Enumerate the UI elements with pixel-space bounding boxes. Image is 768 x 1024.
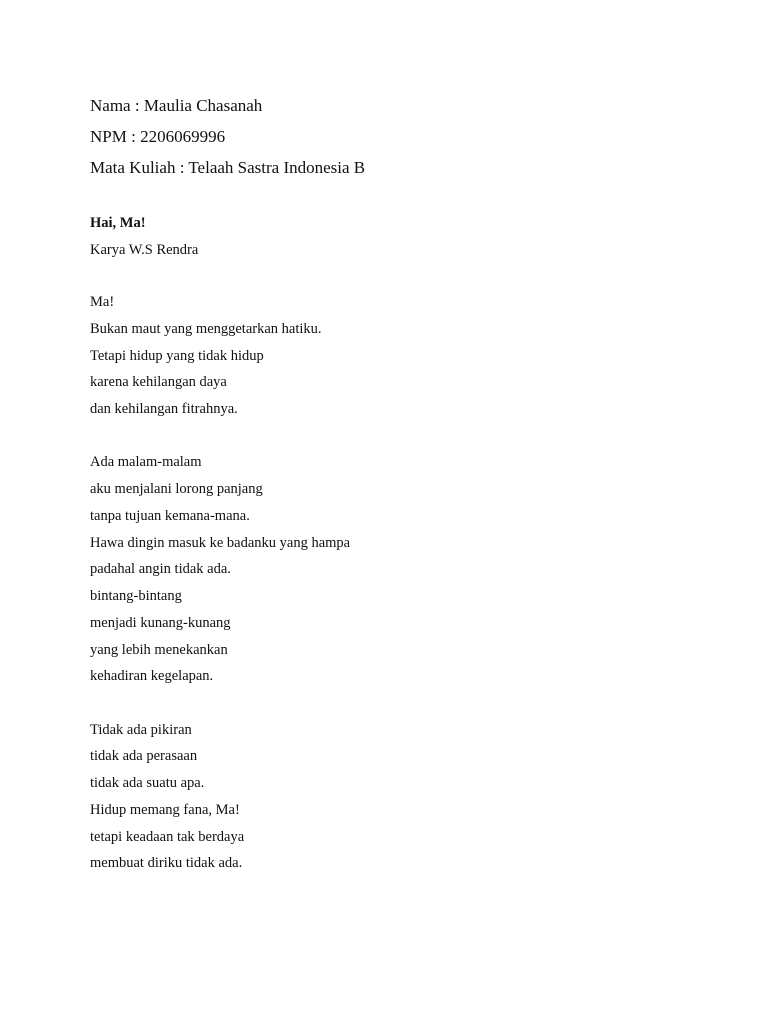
student-name: Nama : Maulia Chasanah xyxy=(90,96,263,115)
verse-line: bintang-bintang xyxy=(90,588,182,604)
verse-line: kehadiran kegelapan. xyxy=(90,668,214,685)
poem-author: Karya W.S Rendra xyxy=(90,242,199,258)
poem-title: Hai, Ma! xyxy=(90,215,146,231)
stanza-3 xyxy=(90,717,350,878)
verse-line: aku menjalani lorong panjang xyxy=(90,481,263,497)
verse-line: membuat diriku tidak ada. xyxy=(90,855,243,872)
verse-line: Hidup memang fana, Ma! xyxy=(90,801,240,818)
course-name: Mata Kuliah : Telaah Sastra Indonesia B xyxy=(90,158,366,177)
verse-line: karena kehilangan daya xyxy=(90,374,227,391)
stanza-2 xyxy=(90,449,350,690)
poem-body xyxy=(90,289,350,904)
student-npm: NPM : 2206069996 xyxy=(90,127,226,146)
verse-line: tidak ada suatu apa. xyxy=(90,775,205,791)
verse-line: Tetapi hidup yang tidak hidup xyxy=(90,347,264,364)
stanza-1 xyxy=(90,289,350,423)
verse-line: tanpa tujuan kemana-mana. xyxy=(90,507,250,524)
verse-line: Hawa dingin masuk ke badanku yang hampa xyxy=(90,534,351,551)
verse-line: yang lebih menekankan xyxy=(90,641,228,658)
verse-line: Bukan maut yang menggetarkan hatiku. xyxy=(90,320,322,337)
verse-line: tidak ada perasaan xyxy=(90,748,198,765)
verse-line: tetapi keadaan tak berdaya xyxy=(90,828,245,845)
verse-line: menjadi kunang-kunang xyxy=(90,614,231,631)
verse-line: Ada malam-malam xyxy=(90,454,202,471)
poem-heading xyxy=(90,210,198,264)
verse-line: dan kehilangan fitrahnya. xyxy=(90,401,238,417)
verse-line: Tidak ada pikiran xyxy=(90,721,192,738)
verse-line: padahal angin tidak ada. xyxy=(90,561,231,578)
verse-line: Ma! xyxy=(90,294,115,310)
student-info xyxy=(90,90,365,183)
